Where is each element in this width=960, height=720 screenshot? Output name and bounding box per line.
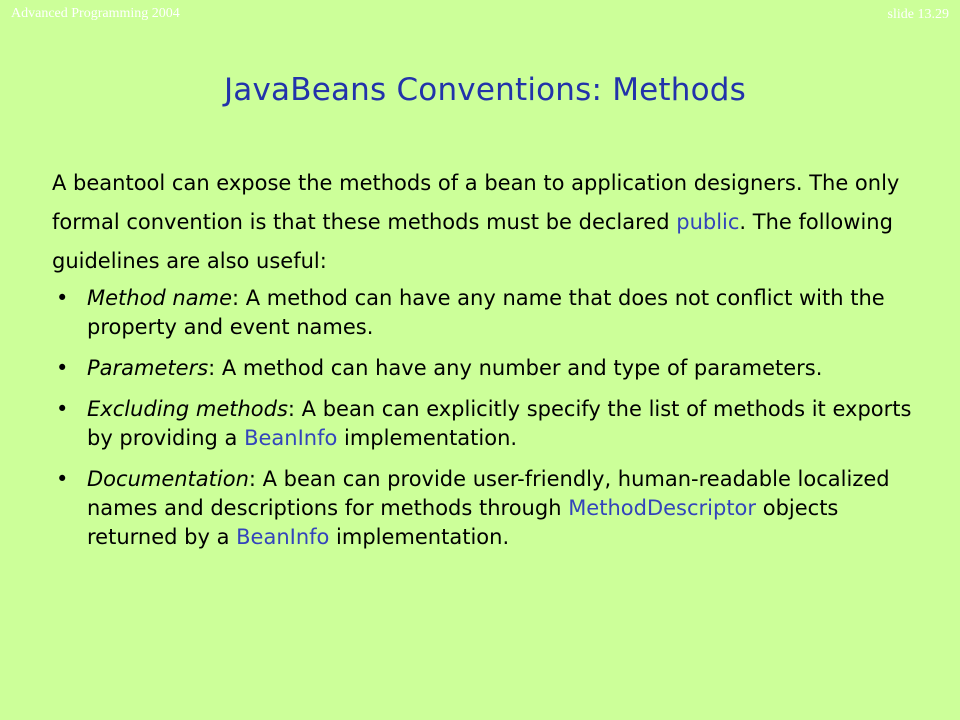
- bullet-dot-icon: •: [56, 397, 69, 421]
- term-parameters: Parameters: [87, 356, 209, 380]
- description-documentation-1: : A bean can provide user-friendly, human-readable localized names and descriptions for methods through: [87, 467, 890, 520]
- code-beaninfo: BeanInfo: [244, 426, 338, 450]
- list-item-method-name: [52, 284, 932, 342]
- code-methoddescriptor: MethodDescriptor: [568, 496, 757, 520]
- list-item-excluding-methods: [52, 395, 932, 453]
- guidelines-list: [52, 284, 932, 564]
- code-beaninfo-2: BeanInfo: [236, 525, 330, 549]
- intro-text-2: . The following guidelines are also useful:: [52, 210, 893, 273]
- description-documentation-3: implementation.: [329, 525, 510, 549]
- list-item-parameters: [52, 354, 932, 383]
- term-excluding-methods: Excluding methods: [87, 397, 288, 421]
- term-method-name: Method name: [87, 286, 232, 310]
- bullet-dot-icon: •: [56, 467, 69, 491]
- list-item-documentation: [52, 465, 932, 552]
- description-method-name: : A method can have any name that does not conflict with the property and event names.: [87, 286, 885, 339]
- intro-text-1: A beantool can expose the methods of a bean to application designers. The only formal convention is that these methods must be declared: [52, 171, 900, 234]
- intro-paragraph: [52, 164, 932, 281]
- description-documentation-2: objects returned by a: [87, 496, 839, 549]
- description-parameters: : A method can have any number and type of parameters.: [208, 356, 823, 380]
- term-documentation: Documentation: [87, 467, 249, 491]
- description-excluding-methods-2: implementation.: [337, 426, 518, 450]
- course-header: Advanced Programming 2004: [11, 6, 180, 21]
- bullet-dot-icon: •: [56, 286, 69, 310]
- bullet-dot-icon: •: [56, 356, 69, 380]
- intro-code-public: public: [676, 210, 740, 234]
- description-excluding-methods-1: : A bean can explicitly specify the list of methods it exports by providing a: [87, 397, 912, 450]
- slide-number: slide 13.29: [887, 7, 949, 22]
- slide-title: JavaBeans Conventions: Methods: [223, 72, 747, 108]
